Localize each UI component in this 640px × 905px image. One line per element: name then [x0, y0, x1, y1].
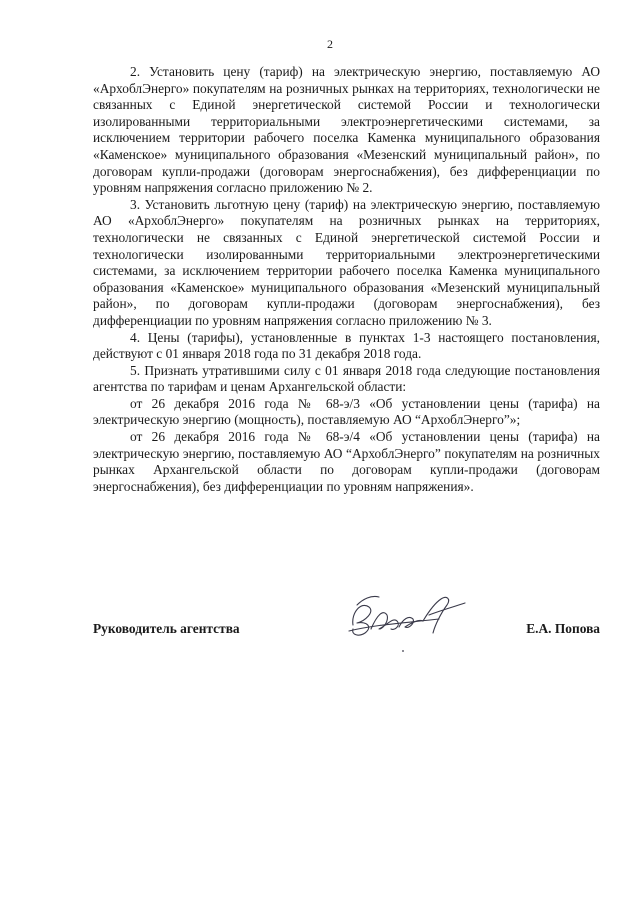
revoked-resolution-2: от 26 декабря 2016 года № 68-э/4 «Об установлении цены (тарифа) на электрическую энергию, поставляемую АО “АрхоблЭнерго” покупателям на розничных рынках Архангельской области по договорам купли-продажи (договорам энергоснабжения), без дифференциации по уровням напряжения».: [93, 429, 600, 494]
revoked-resolution-1: от 26 декабря 2016 года № 68-э/3 «Об установлении цены (тарифа) на электрическую энергию (мощность), поставляемую АО “АрхоблЭнерго”»;: [93, 395, 600, 428]
signature-block: [93, 615, 600, 655]
signatory-title: Руководитель агентства: [93, 621, 240, 636]
handwritten-signature: [343, 585, 473, 655]
paragraph-item-3: 3. Установить льготную цену (тариф) на электрическую энергию, поставляемую АО «АрхоблЭнерго» покупателям на розничных рынках на территориях, технологически не связанных с Единой энергетической системой России и технологически изолированными территориальными электроэнергетическими системами, за исключением территории рабочего поселка Каменка муниципального образования «Каменское» муниципального образования «Мезенский муниципальный район», по договорам купли-продажи (договорам энергоснабжения), без дифференциации по уровням напряжения согласно приложению № 3.: [93, 196, 600, 328]
document-body: [93, 64, 600, 495]
page-number: 2: [327, 37, 333, 51]
paragraph-item-2: 2. Установить цену (тариф) на электрическую энергию, поставляемую АО «АрхоблЭнерго» покупателям на розничных рынках на территориях, технологически не связанных с Единой энергетической системой России и технологически изолированными территориальными электроэнергетическими системами, за исключением территории рабочего поселка Каменка муниципального образования «Каменское» муниципального образования «Мезенский муниципальный район», по договорам купли-продажи (договорам энергоснабжения), без дифференциации по уровням напряжения согласно приложению № 2.: [93, 64, 600, 196]
paragraph-item-4: 4. Цены (тарифы), установленные в пунктах 1-3 настоящего постановления, действуют с 01 января 2018 года по 31 декабря 2018 года.: [93, 329, 600, 362]
signatory-name: Е.А. Попова: [526, 621, 600, 636]
paragraph-item-5: 5. Признать утратившими силу с 01 января 2018 года следующие постановления агентства по тарифам и ценам Архангельской области:: [93, 362, 600, 395]
